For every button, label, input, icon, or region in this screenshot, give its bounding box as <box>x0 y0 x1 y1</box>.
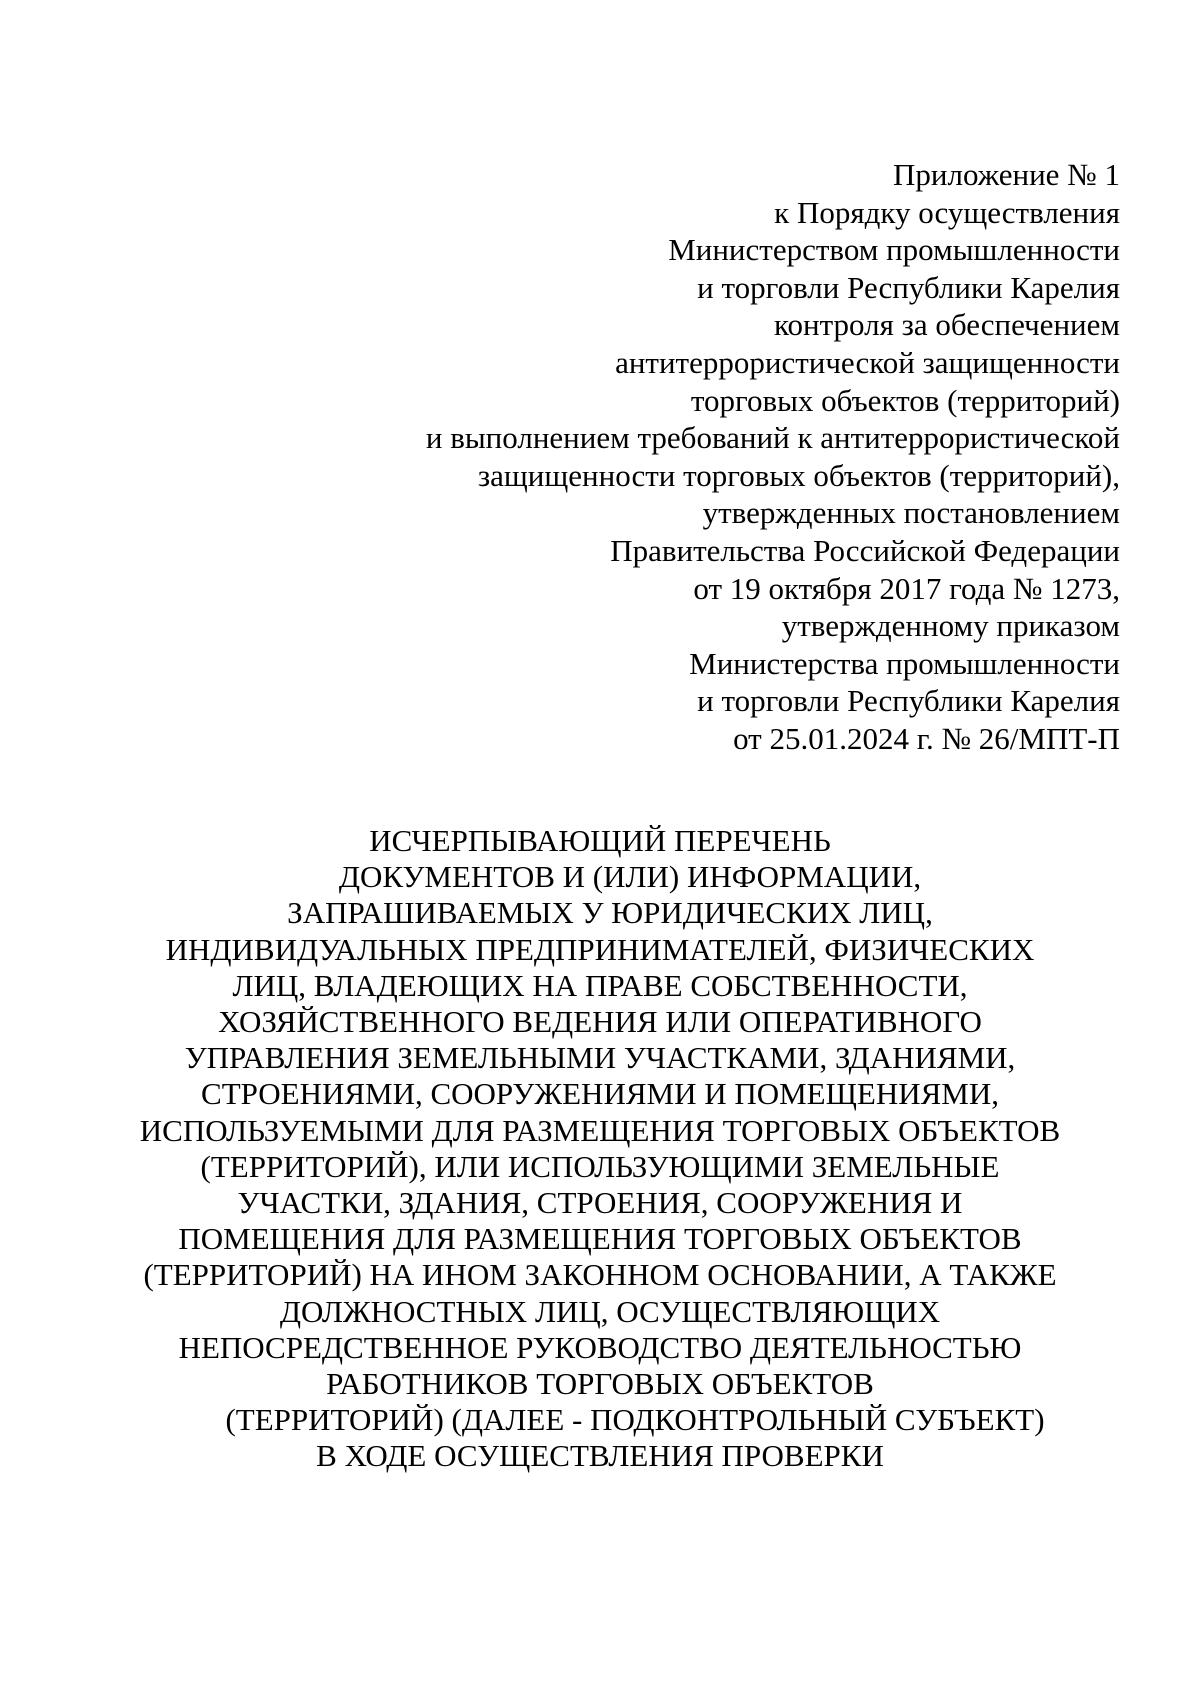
title-line: НЕПОСРЕДСТВЕННОЕ РУКОВОДСТВО ДЕЯТЕЛЬНОСТЬЮ <box>178 1329 1022 1365</box>
title-line: ЛИЦ, ВЛАДЕЮЩИХ НА ПРАВЕ СОБСТВЕННОСТИ, <box>232 967 968 1003</box>
appendix-line: от 19 октября 2017 года № 1273, <box>693 570 1120 606</box>
appendix-line: Приложение № 1 <box>893 157 1120 192</box>
appendix-header <box>220 156 1120 758</box>
title-line: В ХОДЕ ОСУЩЕСТВЛЕНИЯ ПРОВЕРКИ <box>316 1438 884 1474</box>
appendix-line: и выполнением требований к антитеррористической <box>425 420 1120 456</box>
appendix-line: утвержденных постановлением <box>702 495 1120 531</box>
title-line: ИСЧЕРПЫВАЮЩИЙ ПЕРЕЧЕНЬ <box>369 823 831 858</box>
appendix-line: и торговли Республики Карелия <box>697 269 1120 305</box>
appendix-line: торговых объектов (территорий) <box>690 382 1120 418</box>
title-line: ИСПОЛЬЗУЕМЫМИ ДЛЯ РАЗМЕЩЕНИЯ ТОРГОВЫХ ОБЪЕКТОВ <box>139 1112 1061 1148</box>
title-line: (ТЕРРИТОРИЙ), ИЛИ ИСПОЛЬЗУЮЩИМИ ЗЕМЕЛЬНЫЕ <box>200 1148 1000 1184</box>
title-line: ДОКУМЕНТОВ И (ИЛИ) ИНФОРМАЦИИ, <box>338 859 922 895</box>
title-line: ЗАПРАШИВАЕМЫХ У ЮРИДИЧЕСКИХ ЛИЦ, <box>287 895 933 931</box>
title-line: (ТЕРРИТОРИЙ) (ДАЛЕЕ - ПОДКОНТРОЛЬНЫЙ СУБЪЕКТ) <box>225 1402 1045 1438</box>
appendix-line: Министерства промышленности <box>689 645 1120 681</box>
appendix-line: защищенности торговых объектов (территорий), <box>477 457 1120 493</box>
appendix-line: и торговли Республики Карелия <box>697 683 1120 719</box>
title-line: (ТЕРРИТОРИЙ) НА ИНОМ ЗАКОННОМ ОСНОВАНИИ, А ТАКЖЕ <box>143 1257 1057 1293</box>
title-line: УПРАВЛЕНИЯ ЗЕМЕЛЬНЫМИ УЧАСТКАМИ, ЗДАНИЯМИ, <box>184 1040 1016 1076</box>
appendix-line: утвержденному приказом <box>781 608 1120 644</box>
title-line: РАБОТНИКОВ ТОРГОВЫХ ОБЪЕКТОВ <box>326 1366 874 1402</box>
document-title <box>120 823 1080 1475</box>
title-line: ДОЛЖНОСТНЫХ ЛИЦ, ОСУЩЕСТВЛЯЮЩИХ <box>279 1293 941 1329</box>
appendix-line: Правительства Российской Федерации <box>610 532 1120 568</box>
title-line: СТРОЕНИЯМИ, СООРУЖЕНИЯМИ И ПОМЕЩЕНИЯМИ, <box>201 1076 999 1112</box>
appendix-line: антитеррористической защищенности <box>615 344 1120 380</box>
title-line: ХОЗЯЙСТВЕННОГО ВЕДЕНИЯ ИЛИ ОПЕРАТИВНОГО <box>218 1004 982 1040</box>
appendix-line: к Порядку осуществления <box>774 194 1120 230</box>
title-line: ПОМЕЩЕНИЯ ДЛЯ РАЗМЕЩЕНИЯ ТОРГОВЫХ ОБЪЕКТОВ <box>178 1221 1022 1257</box>
appendix-line: контроля за обеспечением <box>774 307 1120 343</box>
title-line: УЧАСТКИ, ЗДАНИЯ, СТРОЕНИЯ, СООРУЖЕНИЯ И <box>237 1185 963 1221</box>
title-line: ИНДИВИДУАЛЬНЫХ ПРЕДПРИНИМАТЕЛЕЙ, ФИЗИЧЕСКИХ <box>165 931 1035 967</box>
appendix-line: от 25.01.2024 г. № 26/МПТ-П <box>733 720 1120 756</box>
appendix-line: Министерством промышленности <box>668 232 1120 268</box>
